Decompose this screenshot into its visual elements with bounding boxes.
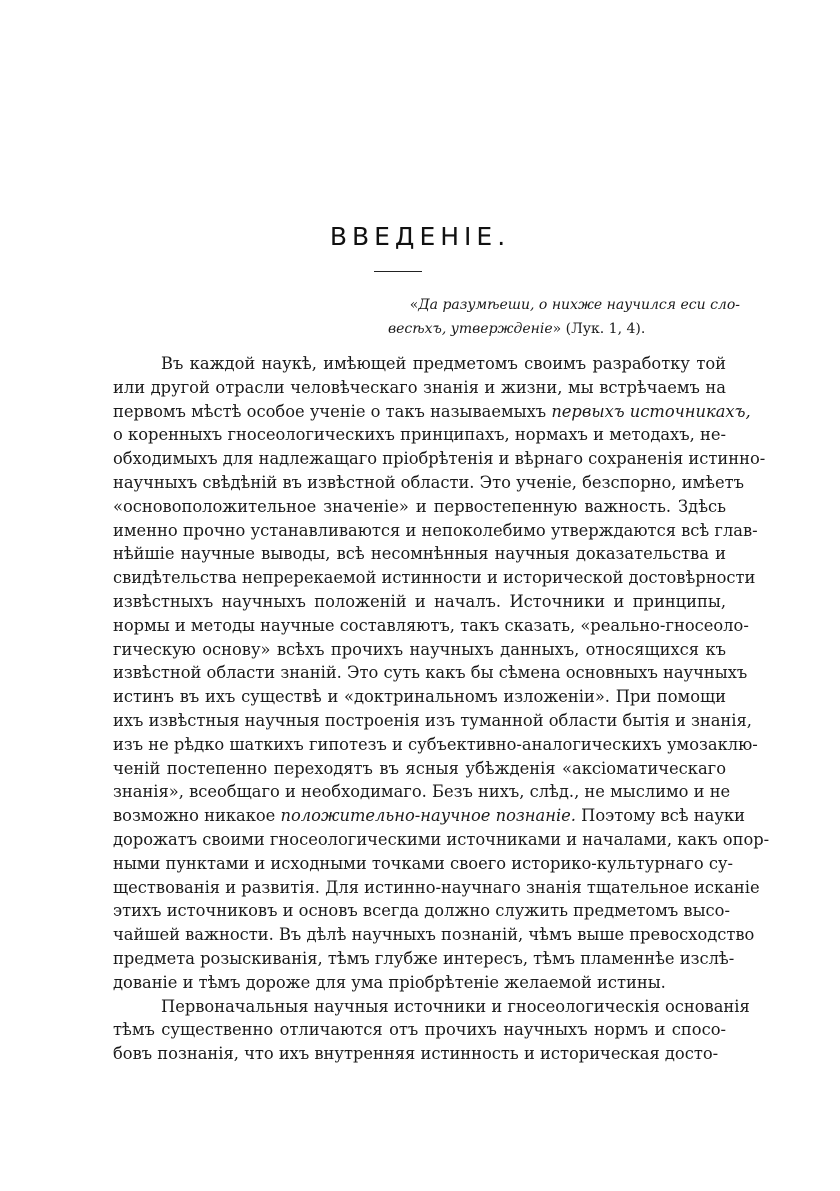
paragraph bbox=[113, 995, 750, 1066]
text-line: нормы и методы научные составляютъ, такъ сказать, «реально-гносеоло- bbox=[113, 615, 749, 635]
paragraphs bbox=[113, 352, 770, 1066]
text-line: дованіе и тѣмъ дороже для ума пріобрѣтеніе желаемой истины. bbox=[113, 972, 666, 992]
text-line: первомъ мѣстѣ особое ученіе о такъ называемыхъ первыхъ источникахъ, bbox=[113, 401, 751, 421]
text-line: чайшей важности. Въ дѣлѣ научныхъ познаній, чѣмъ выше превосходство bbox=[113, 925, 755, 945]
text-line: дорожатъ своими гносеологическими источниками и началами, какъ опор- bbox=[113, 829, 770, 849]
text-line: возможно никакое положительно-научное познаніе. Поэтому всѣ науки bbox=[113, 806, 745, 826]
italic-phrase: положительно-научное познаніе. bbox=[280, 806, 576, 826]
text-line: тѣмъ существенно отличаются отъ прочихъ научныхъ нормъ и спосо- bbox=[113, 1020, 726, 1040]
text-line: научныхъ свѣдѣній въ извѣстной области. Это ученіе, безспорно, имѣетъ bbox=[113, 472, 744, 492]
text-line: ченій постепенно переходятъ въ ясныя убѣжденія «аксіоматическаго bbox=[113, 758, 726, 778]
text-line: извѣстныхъ научныхъ положеній и началъ. Источники и принципы, bbox=[113, 591, 726, 611]
text-line: изъ не рѣдко шаткихъ гипотезъ и субъективно-аналогическихъ умозаклю- bbox=[113, 734, 758, 754]
text-line: этихъ источниковъ и основъ всегда должно служить предметомъ высо- bbox=[113, 901, 730, 921]
text-line: о коренныхъ гносеологическихъ принципахъ, нормахъ и методахъ, не- bbox=[113, 425, 726, 445]
text-line: ными пунктами и исходными точками своего историко-культурнаго су- bbox=[113, 853, 734, 873]
text-line: предмета розыскиванія, тѣмъ глубже интересъ, тѣмъ пламеннѣе изслѣ- bbox=[113, 948, 735, 968]
epigraph-line-2: весѣхъ, утвержденіе» (Лук. 1, 4). bbox=[388, 321, 646, 337]
page-title: ВВЕДЕНІЕ. bbox=[329, 222, 511, 251]
text-line: Первоначальныя научныя источники и гносеологическія основанія bbox=[161, 996, 750, 1016]
text-line: обходимыхъ для надлежащаго пріобрѣтенія и вѣрнаго сохраненія истинно- bbox=[113, 449, 766, 469]
text-line: или другой отрасли человѣческаго знанія и жизни, мы встрѣчаемъ на bbox=[113, 377, 726, 397]
text-line: ихъ извѣстныя научныя построенія изъ туманной области бытія и знанія, bbox=[113, 710, 752, 730]
italic-phrase: первыхъ источникахъ, bbox=[551, 401, 751, 421]
title-divider bbox=[374, 271, 422, 272]
text-line: гическую основу» всѣхъ прочихъ научныхъ данныхъ, относящихся къ bbox=[113, 639, 726, 659]
text-line: Въ каждой наукѣ, имѣющей предметомъ своимъ разработку той bbox=[161, 354, 726, 373]
text-line: извѣстной области знаній. Это суть какъ бы сѣмена основныхъ научныхъ bbox=[113, 663, 748, 683]
text-line: истинъ въ ихъ существѣ и «доктринальномъ изложеніи». При помощи bbox=[113, 687, 726, 707]
text-line: бовъ познанія, что ихъ внутренняя истинность и историческая досто- bbox=[113, 1044, 719, 1064]
text-line: «основоположительное значеніе» и первостепенную важность. Здѣсь bbox=[113, 496, 726, 516]
epigraph-line-1: «Да разумѣеши, о нихже научился еси сло- bbox=[409, 297, 740, 313]
text-line: свидѣтельства непререкаемой истинности и исторической достовѣрности bbox=[113, 568, 756, 588]
text-line: нѣйшіе научные выводы, всѣ несомнѣнныя научныя доказательства и bbox=[113, 544, 726, 564]
text-line: ществованія и развитія. Для истинно-научнаго знанія тщательное исканіе bbox=[113, 877, 760, 897]
text-line: именно прочно устанавливаются и непоколебимо утверждаются всѣ глав- bbox=[113, 520, 758, 540]
epigraph bbox=[380, 293, 740, 341]
paragraph bbox=[113, 352, 770, 995]
body-text bbox=[113, 352, 770, 1066]
text-line: знанія», всеобщаго и необходимаго. Безъ нихъ, слѣд., не мыслимо и не bbox=[113, 782, 731, 802]
